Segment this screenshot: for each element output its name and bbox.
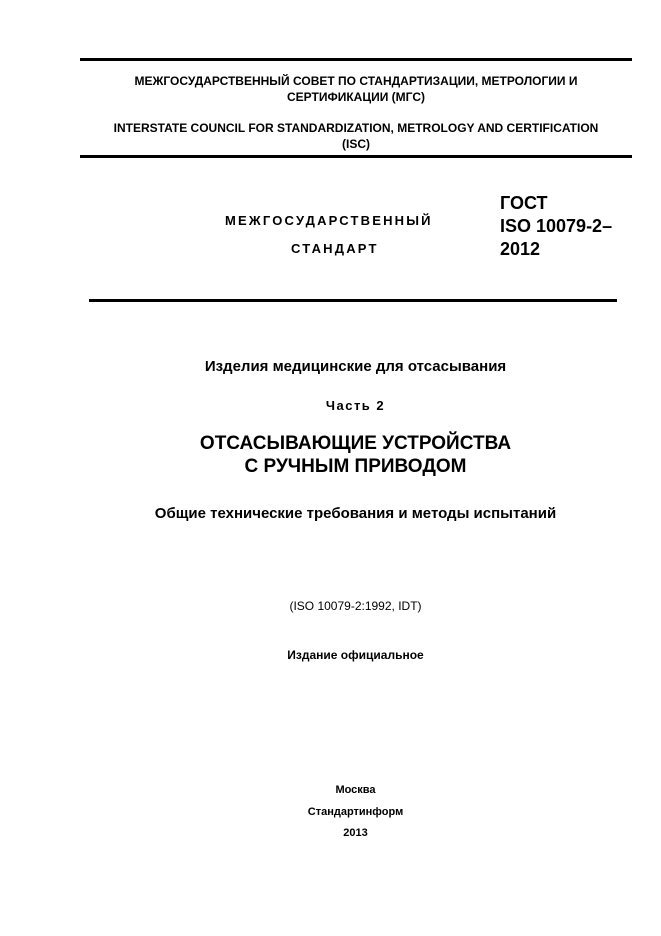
council-name-ru <box>80 73 632 105</box>
subtitle-line2: С РУЧНЫМ ПРИВОДОМ <box>244 456 467 477</box>
designation-line1: ГОСТ <box>500 193 548 213</box>
council-ru-line1: МЕЖГОСУДАРСТВЕННЫЙ СОВЕТ ПО СТАНДАРТИЗАЦИИ, МЕТРОЛОГИИ И <box>134 74 578 88</box>
council-name-en <box>80 120 632 152</box>
imprint-publisher: Стандартинформ <box>307 806 404 818</box>
designation-line2: ISO 10079-2– <box>500 216 613 236</box>
document-title: Изделия медицинские для отсасывания <box>204 358 507 375</box>
council-en-line1: INTERSTATE COUNCIL FOR STANDARDIZATION, METROLOGY AND CERTIFICATION <box>113 121 599 135</box>
top-rule <box>80 58 632 61</box>
subtitle-line1: ОТСАСЫВАЮЩИЕ УСТРОЙСТВА <box>199 433 512 454</box>
imprint-year: 2013 <box>343 827 368 839</box>
part-number: Часть 2 <box>325 398 386 413</box>
standard-type-line2: СТАНДАРТ <box>291 241 379 256</box>
standard-designation <box>500 192 650 261</box>
council-en-line2: (ISC) <box>342 137 370 151</box>
edition-label: Издание официальное <box>287 648 424 662</box>
document-subtitle <box>0 432 661 478</box>
council-bottom-rule <box>80 155 632 158</box>
standard-type-line1: МЕЖГОСУДАРСТВЕННЫЙ <box>225 213 433 228</box>
header-bottom-rule <box>89 299 617 302</box>
imprint-city: Москва <box>335 784 376 796</box>
iso-reference: (ISO 10079-2:1992, IDT) <box>289 599 422 613</box>
requirements-title: Общие технические требования и методы испытаний <box>154 505 557 522</box>
designation-line3: 2012 <box>500 239 541 259</box>
council-ru-line2: СЕРТИФИКАЦИИ (МГС) <box>287 90 425 104</box>
